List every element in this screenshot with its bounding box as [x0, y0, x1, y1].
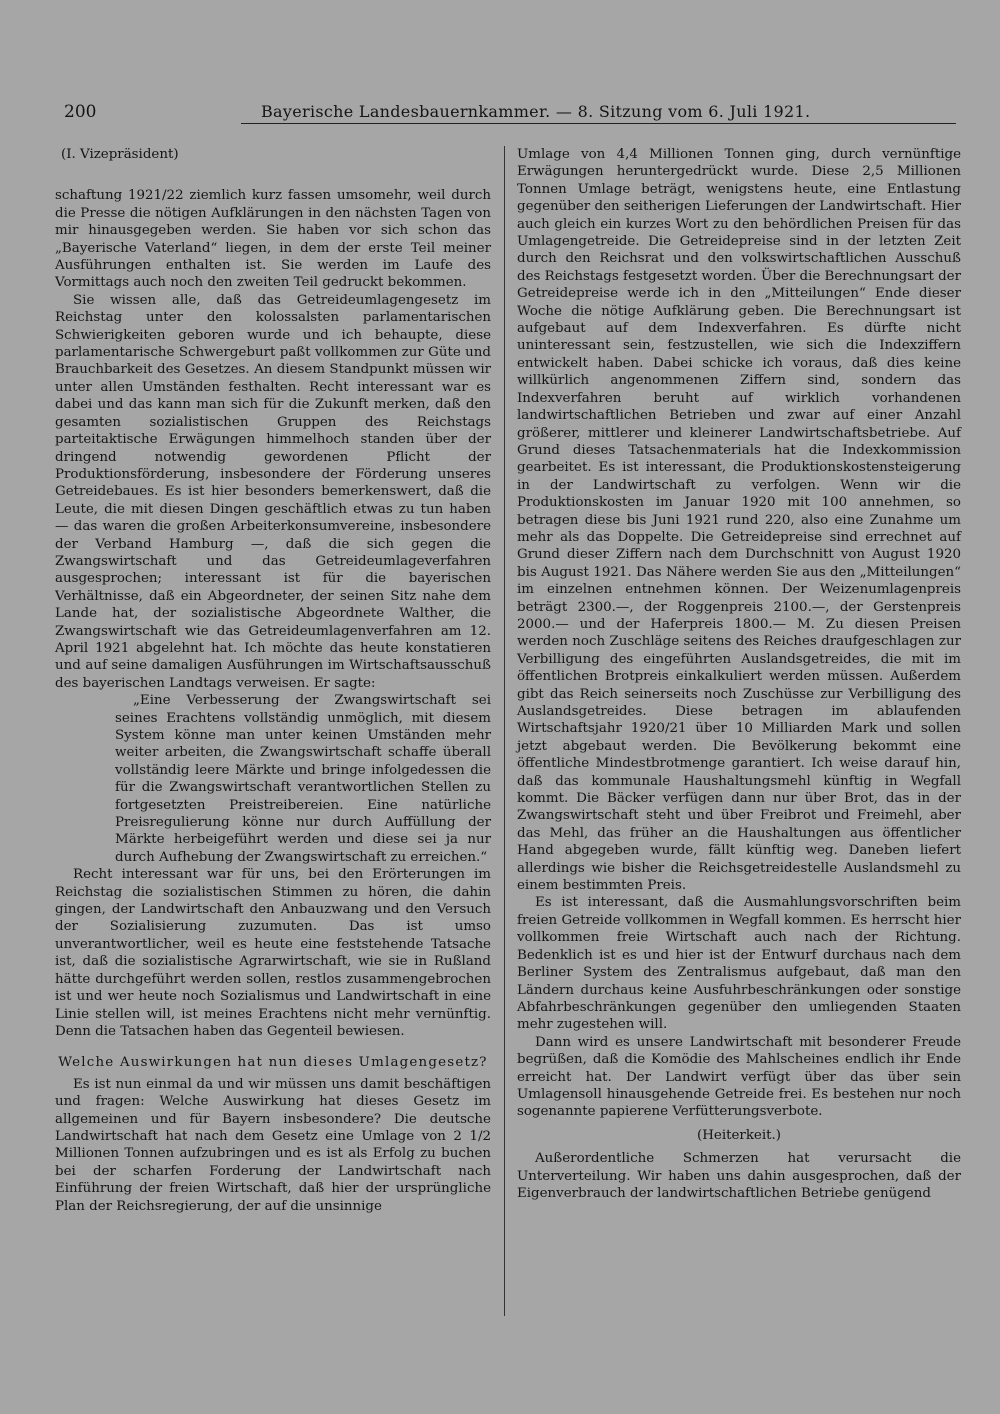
- quotation-text: „Eine Verbesserung der Zwangswirtschaft sei seines Erachtens vollständig unmöglich, mit diesem System könne man unter keinen Umständen mehr weiter arbeiten, die Zwangswirtschaft schaffe überall vollständig leere Märkte und bringe infolgedessen die für die Zwangswirtschaft verantwortlichen Stellen zu fortgesetzten Preistreibereien. Eine natürliche Preisregulierung könne nur durch Auffüllung der Märkte herbeigeführt werden und diese sei ja nur durch Aufhebung der Zwangswirtschaft zu erreichen.“: [115, 693, 491, 865]
- column-divider: [504, 146, 505, 1316]
- paragraph: Recht interessant war für uns, bei den Erörterungen im Reichstag die sozialistischen Stimmen zu hören, die dahin gingen, der Landwirtschaft den Anbauzwang und den Versuch der Sozialisierung zuzumuten. Das ist umso unverantwortlicher, weil es heute eine feststehende Tatsache ist, daß die sozialistische Agrarwirtschaft, wie sie in Rußland hätte durchgeführt werden sollen, restlos zusammengebrochen ist und wer heute noch Sozialismus und Landwirtschaft in eine Linie stellen will, ist meines Erachtens nicht mehr vernünftig. Denn die Tatsachen haben das Gegenteil bewiesen.: [55, 867, 491, 1039]
- quotation: [115, 692, 491, 866]
- paragraph: Es ist nun einmal da und wir müssen uns damit beschäftigen und fragen: Welche Auswirkung hat dieses Gesetz im allgemeinen und für Bayern insbesondere? Die deutsche Landwirtschaft hat nach dem Gesetz eine Umlage von 2 1/2 Millionen Tonnen aufzubringen und es ist als Erfolg zu buchen bei der scharfen Forderung der Landwirtschaft nach Einführung der freien Wirtschaft, daß hier der ursprüngliche Plan der Reichsregierung, der auf die unsinnige: [55, 1076, 491, 1214]
- speaker-tag: (I. Vizepräsident): [61, 147, 179, 162]
- paragraph: Sie wissen alle, daß das Getreideumlagengesetz im Reichstag unter den kolossalsten parlamentarischen Schwierigkeiten geboren wurde und ich behaupte, diese parlamentarische Schwergeburt paßt vollkommen zur Güte und Brauchbarkeit des Gesetzes. An diesem Standpunkt müssen wir unter allen Umständen festhalten. Recht interessant war es dabei und das kann man sich für die Zukunft merken, daß den gesamten sozialistischen Gruppen des Reichstags parteitaktische Erwägungen himmelhoch standen über der dringend notwendig gewordenen Pflicht der Produktionsförderung, insbesondere der Förderung unseres Getreidebaues. Es ist hier besonders bemerkenswert, daß die Leute, die mit diesen Dingen geschäftlich etwas zu tun haben — das waren die großen Arbeiterkonsumvereine, insbesondere der Verband Hamburg —, daß die sich gegen die Zwangswirtschaft und das Getreideumlageverfahren ausgesprochen; interessant ist für die bayerischen Verhältnisse, daß ein Abgeordneter, der seinen Sitz nahe dem Lande hat, der sozialistische Abgeordnete Walther, die Zwangswirtschaft wie das Getreideumlagenverfahren am 12. April 1921 abgelehnt hat. Ich möchte das heute konstatieren und auf seine damaligen Ausführungen im Wirtschaftsausschuß des bayerischen Landtags verweisen. Er sagte:: [55, 292, 491, 691]
- section-heading: Welche Auswirkungen hat nun dieses Umlagengesetz?: [58, 1055, 488, 1071]
- paragraph: Außerordentliche Schmerzen hat verursacht die Unterverteilung. Wir haben uns dahin ausgesprochen, daß der Eigenverbrauch der landwirtschaftlichen Betriebe genügend: [517, 1151, 961, 1201]
- page-header: [56, 100, 956, 130]
- paragraph: Es ist interessant, daß die Ausmahlungsvorschriften beim freien Getreide vollkommen in Wegfall kommen. Es herrscht hier vollkommen freie Wirtschaft auch nach der Richtung. Bedenklich ist es und hier ist der Entwurf durchaus nach dem Berliner System des Zentralismus aufgebaut, daß man den Ländern durchaus keine Ausfuhrbeschränkungen oder sonstige Abfahrbeschränkungen gegenüber den umliegenden Staaten mehr zugestehen will.: [517, 895, 961, 1033]
- interjection: (Heiterkeit.): [697, 1127, 781, 1143]
- left-column: [55, 146, 491, 1215]
- paragraph: Dann wird es unsere Landwirtschaft mit besonderer Freude begrüßen, daß die Komödie des Mahlscheines endlich ihr Ende erreicht hat. Der Landwirt verfügt über das über sein Umlagensoll hinausgehende Getreide frei. Es bestehen nur noch sogenannte papierene Verfütterungsverbote.: [517, 1034, 961, 1120]
- running-title: Bayerische Landesbauernkammer. — 8. Sitzung vom 6. Juli 1921.: [261, 102, 811, 121]
- paragraph: Umlage von 4,4 Millionen Tonnen ging, durch vernünftige Erwägungen heruntergedrückt wurde. Diese 2,5 Millionen Tonnen Umlage beträgt, wenigstens heute, eine Entlastung gegenüber den seitherigen Lieferungen der Landwirtschaft. Hier auch gleich ein kurzes Wort zu den behördlichen Preisen für das Umlagengetreide. Die Getreidepreise sind in der letzten Zeit durch den Reichsrat und den volkswirtschaftlichen Ausschuß des Reichstags festgesetzt worden. Über die Berechnungsart der Getreidepreise werde ich in den „Mitteilungen“ Ende dieser Woche die nötige Aufklärung geben. Die Berechnungsart ist aufgebaut auf dem Indexverfahren. Es dürfte nicht uninteressant sein, festzustellen, wie sich die Indexziffern entwickelt haben. Dabei schicke ich voraus, daß dies keine willkürlich angenommenen Ziffern sind, sondern das Indexverfahren beruht auf wirklich vorhandenen landwirtschaftlichen Betrieben und zwar auf einer Anzahl größerer, mittlerer und kleinerer Landwirtschaftsbetriebe. Auf Grund dieses Tatsachenmaterials hat die Indexkommission gearbeitet. Es ist interessant, die Produktionskostensteigerung in der Landwirtschaft zu verfolgen. Wenn wir die Produktionskosten im Januar 1920 mit 100 annehmen, so betragen diese bis Juni 1921 rund 220, also eine Zunahme um mehr als das Doppelte. Die Getreidepreise sind errechnet auf Grund dieser Ziffern nach dem Durchschnitt von August 1920 bis August 1921. Das Nähere werden Sie aus den „Mitteilungen“ im einzelnen entnehmen können. Der Weizenumlagenpreis beträgt 2300.—, der Roggenpreis 2100.—, der Gerstenpreis 2000.— und der Haferpreis 1800.— M. Zu diesen Preisen werden noch Zuschläge seitens des Reiches draufgeschlagen zur Verbilligung des eingeführten Auslandsgetreides, die mit im öffentlichen Brotpreis einkalkuliert werden müssen. Außerdem gibt das Reich seinerseits noch Zuschüsse zur Verbilligung des Auslandsgetreides. Diese betragen im ablaufenden Wirtschaftsjahr 1920/21 über 10 Milliarden Mark und sollen jetzt abgebaut werden. Die Bevölkerung bekommt eine öffentliche Mindestbrotmenge garantiert. Ich weise darauf hin, daß das kommunale Haushaltungsmehl künftig in Wegfall kommt. Die Bäcker verfügen dann nur über Brot, das in der Zwangswirtschaft steht und über Freibrot und Freimehl, aber das Mehl, das früher an die Haushaltungen aus öffentlicher Hand abgegeben wurde, fällt künftig weg. Daneben liefert allerdings wie bisher die Reichsgetreidestelle Auslandsmehl zu einem bestimmten Preis.: [517, 147, 961, 894]
- header-rule: [241, 123, 956, 124]
- page-number: 200: [64, 102, 97, 122]
- right-column: [517, 146, 961, 1202]
- paragraph: schaftung 1921/22 ziemlich kurz fassen umsomehr, weil durch die Presse die nötigen Aufklärungen in den nächsten Tagen von mir hinausgegeben werden. Sie haben vor sich schon das „Bayerische Vaterland“ liegen, in dem der erste Teil meiner Ausführungen enthalten ist. Sie werden im Laufe des Vormittags auch noch den zweiten Teil gedruckt bekommen.: [55, 188, 491, 291]
